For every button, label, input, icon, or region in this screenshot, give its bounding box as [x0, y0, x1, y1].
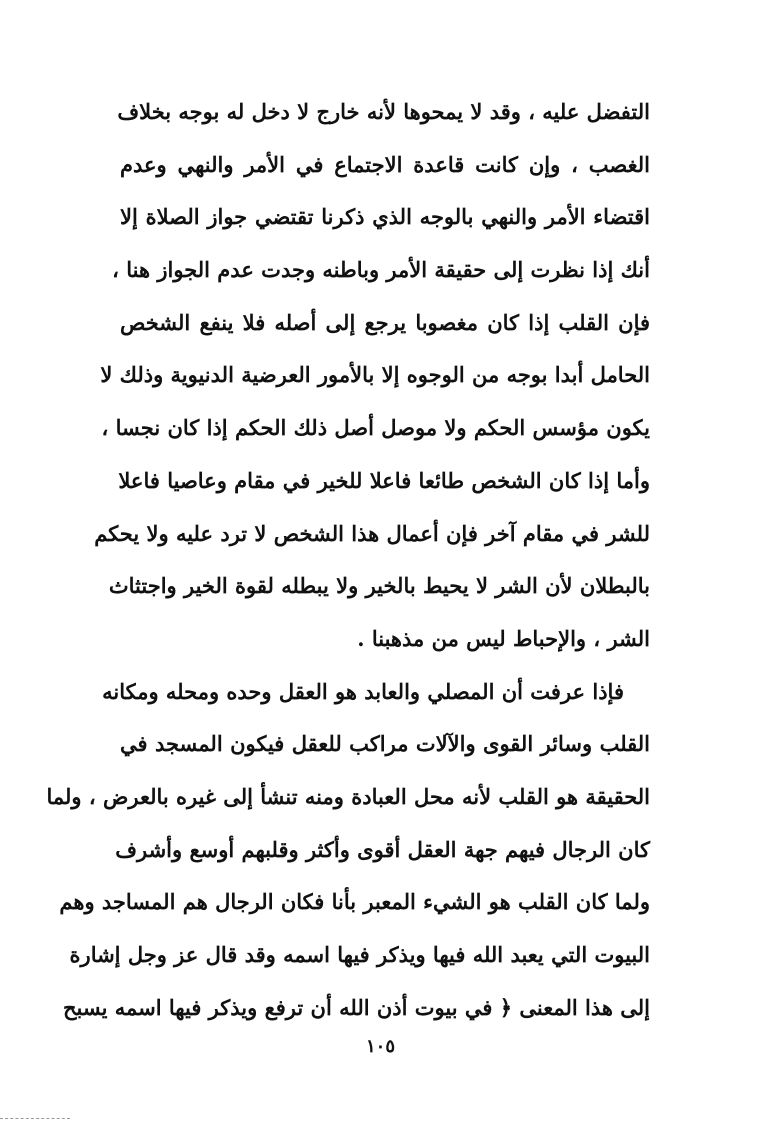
- body-text: [46, 86, 650, 1034]
- text-line: وأما إذا كان الشخص طائعا فاعلا للخير في مقام وعاصيا فاعلا: [118, 467, 650, 493]
- text-line: إلى هذا المعنى ﴿ في بيوت أذن الله أن ترفع ويذكر فيها اسمه يسبح: [62, 994, 650, 1020]
- text-line: أنك إذا نظرت إلى حقيقة الأمر وباطنه وجدت عدم الجواز هنا ،: [112, 257, 650, 283]
- text-line: القلب وسائر القوى والآلات مراكب للعقل فيكون المسجد في: [120, 731, 650, 757]
- text-line: بالبطلان لأن الشر لا يحيط بالخير ولا يبطله لقوة الخير واجتثاث: [108, 573, 650, 599]
- text-line: الحامل أبدا بوجه من الوجوه إلا بالأمور العرضية الدنيوية وذلك لا: [100, 362, 650, 388]
- page-number: ١٠٥: [365, 1036, 395, 1057]
- text-line: كان الرجال فيهم جهة العقل أقوى وأكثر وقلبهم أوسع وأشرف: [115, 836, 650, 862]
- text-line: الغصب ، وإن كانت قاعدة الاجتماع في الأمر والنهي وعدم: [120, 151, 650, 177]
- paragraph-start-line: فإذا عرفت أن المصلي والعابد هو العقل وحده ومحله ومكانه: [102, 678, 624, 704]
- scan-edge-rule: [0, 1118, 70, 1119]
- text-line: الحقيقة هو القلب لأنه محل العبادة ومنه تنشأ إلى غيره بالعرض ، ولما: [46, 783, 650, 809]
- text-line: ولما كان القلب هو الشيء المعبر بأنا فكان الرجال هم المساجد وهم: [59, 889, 650, 915]
- text-line: يكون مؤسس الحكم ولا موصل أصل ذلك الحكم إذا كان نجسا ،: [101, 415, 650, 441]
- text-line: التفضل عليه ، وقد لا يمحوها لأنه خارج لا دخل له بوجه بخلاف: [117, 99, 650, 124]
- text-line: البيوت التي يعبد الله فيها ويذكر فيها اسمه وقد قال عز وجل إشارة: [69, 942, 650, 967]
- paragraph-end-line: الشر ، والإحباط ليس من مذهبنا .: [357, 625, 650, 651]
- text-line: فإن القلب إذا كان مغصوبا يرجع إلى أصله فلا ينفع الشخص: [120, 309, 650, 335]
- text-line: للشر في مقام آخر فإن أعمال هذا الشخص لا ترد عليه ولا يحكم: [94, 520, 650, 546]
- text-line: اقتضاء الأمر والنهي بالوجه الذي ذكرنا تقتضي جواز الصلاة إلا: [120, 204, 650, 230]
